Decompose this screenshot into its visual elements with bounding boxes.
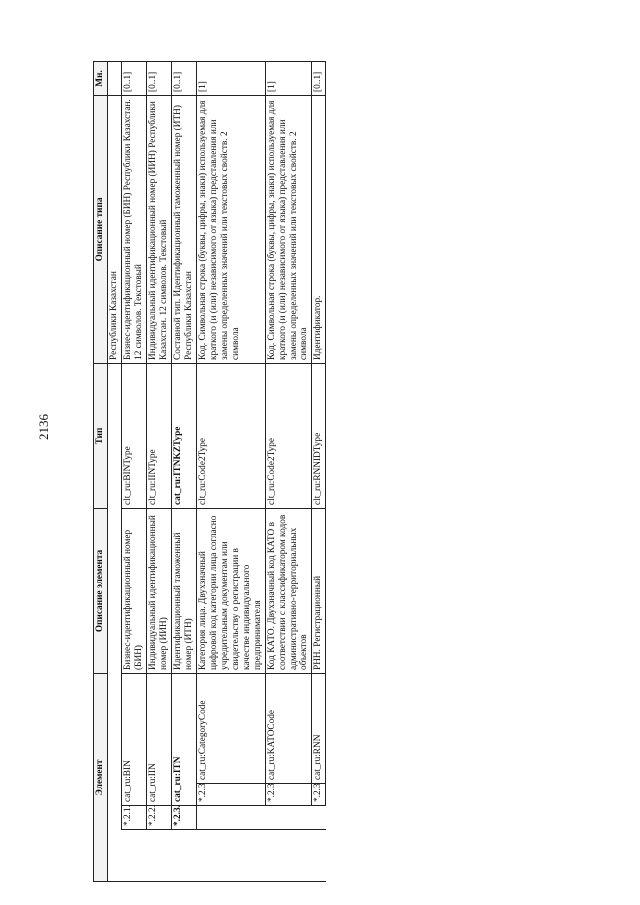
- type-desc: Бизнес-идентификационный номер (БИН) Республики Казахстан. 12 символов. Текстовый: [121, 95, 146, 363]
- element-type: clt_ru:RNNIDType: [312, 363, 326, 508]
- element-desc: Категория лица. Двухзначный цифровой код категории лица согласно учредительным документам или свидетельству о регистрации в качестве индивидуального предпринимателя: [196, 508, 265, 673]
- element-name: cat_ru:ITN: [171, 673, 196, 805]
- element-desc: Индивидуальный идентификационный номер (ИИН): [146, 508, 171, 673]
- element-type: clt_ru:BINType: [121, 363, 146, 508]
- type-desc-cell: Республики Казахстан: [107, 95, 121, 363]
- header-type-desc: Описание типа: [94, 95, 108, 363]
- table-row: [265, 61, 312, 881]
- multiplicity: [1]: [196, 61, 265, 95]
- table-row: [107, 61, 121, 881]
- multiplicity: [0..1]: [146, 61, 171, 95]
- schema-table: [93, 61, 326, 882]
- element-name: cat_ru:RNN: [312, 673, 326, 783]
- element-name: cat_ru:KATOCode: [265, 673, 312, 783]
- table-header-row: [94, 61, 108, 881]
- type-desc: Составной тип. Идентификационный таможенный номер (ИТН) Республики Казахстан: [171, 95, 196, 363]
- row-num: *.2.2.: [146, 806, 171, 830]
- multiplicity: [0..1]: [171, 61, 196, 95]
- row-num: *.2.3: [265, 784, 312, 806]
- element-desc: Бизнес-идентификационный номер (БИН): [121, 508, 146, 673]
- element-name: cat_ru:IIN: [146, 673, 171, 805]
- element-name: cat_ru:BIN: [121, 673, 146, 805]
- header-type: Тип: [94, 363, 108, 508]
- type-desc: Индивидуальный идентификационный номер (ИИН) Республики Казахстан. 12 символов. Текстовый: [146, 95, 171, 363]
- row-num: *.2.1.: [121, 806, 146, 830]
- header-element: Элемент: [94, 673, 108, 881]
- table-row: [312, 61, 326, 881]
- element-name: cat_ru:CategoryCode: [196, 673, 265, 783]
- element-type: clt_ru:IINType: [146, 363, 171, 508]
- type-desc: Код. Символьная строка (буквы, цифры, знаки) используемая для краткого (и (или) независимого от языка) представления или замены определенных значений или текстовых свойств. 2 символа: [196, 95, 265, 363]
- row-num: *.2.3.: [171, 806, 196, 830]
- element-type: clt_ru:Code2Type: [265, 363, 312, 508]
- multiplicity: [0..1]: [121, 61, 146, 95]
- header-mult: Мн.: [94, 61, 108, 95]
- element-desc: РНН. Регистрационный: [312, 508, 326, 673]
- element-type: cat_ru:ITNKZType: [171, 363, 196, 508]
- row-num: *.2.3: [312, 784, 326, 806]
- row-num: *.2.3: [196, 784, 265, 806]
- table-row: [146, 61, 171, 881]
- table-row: [196, 61, 265, 881]
- page-number: 2136: [36, 414, 51, 440]
- type-desc: Код. Символьная строка (буквы, цифры, знаки) используемая для краткого (и (или) независимого от языка) представления или замены определенных значений или текстовых свойств. 2 символа: [265, 95, 312, 363]
- table-row: [171, 61, 196, 881]
- table-row: [121, 61, 146, 881]
- multiplicity: [1]: [265, 61, 312, 95]
- header-element-desc: Описание элемента: [94, 508, 108, 673]
- multiplicity: [0..1]: [312, 61, 326, 95]
- type-desc: Идентификатор.: [312, 95, 326, 363]
- element-desc: Код КАТО. Двухзначный код КАТО в соответствии с классификатором кодов административно-территориальных объектов: [265, 508, 312, 673]
- rotated-table-wrapper: [93, 62, 603, 882]
- element-desc: Идентификационный таможенный номер (ИТН): [171, 508, 196, 673]
- element-type: clt_ru:Code2Type: [196, 363, 265, 508]
